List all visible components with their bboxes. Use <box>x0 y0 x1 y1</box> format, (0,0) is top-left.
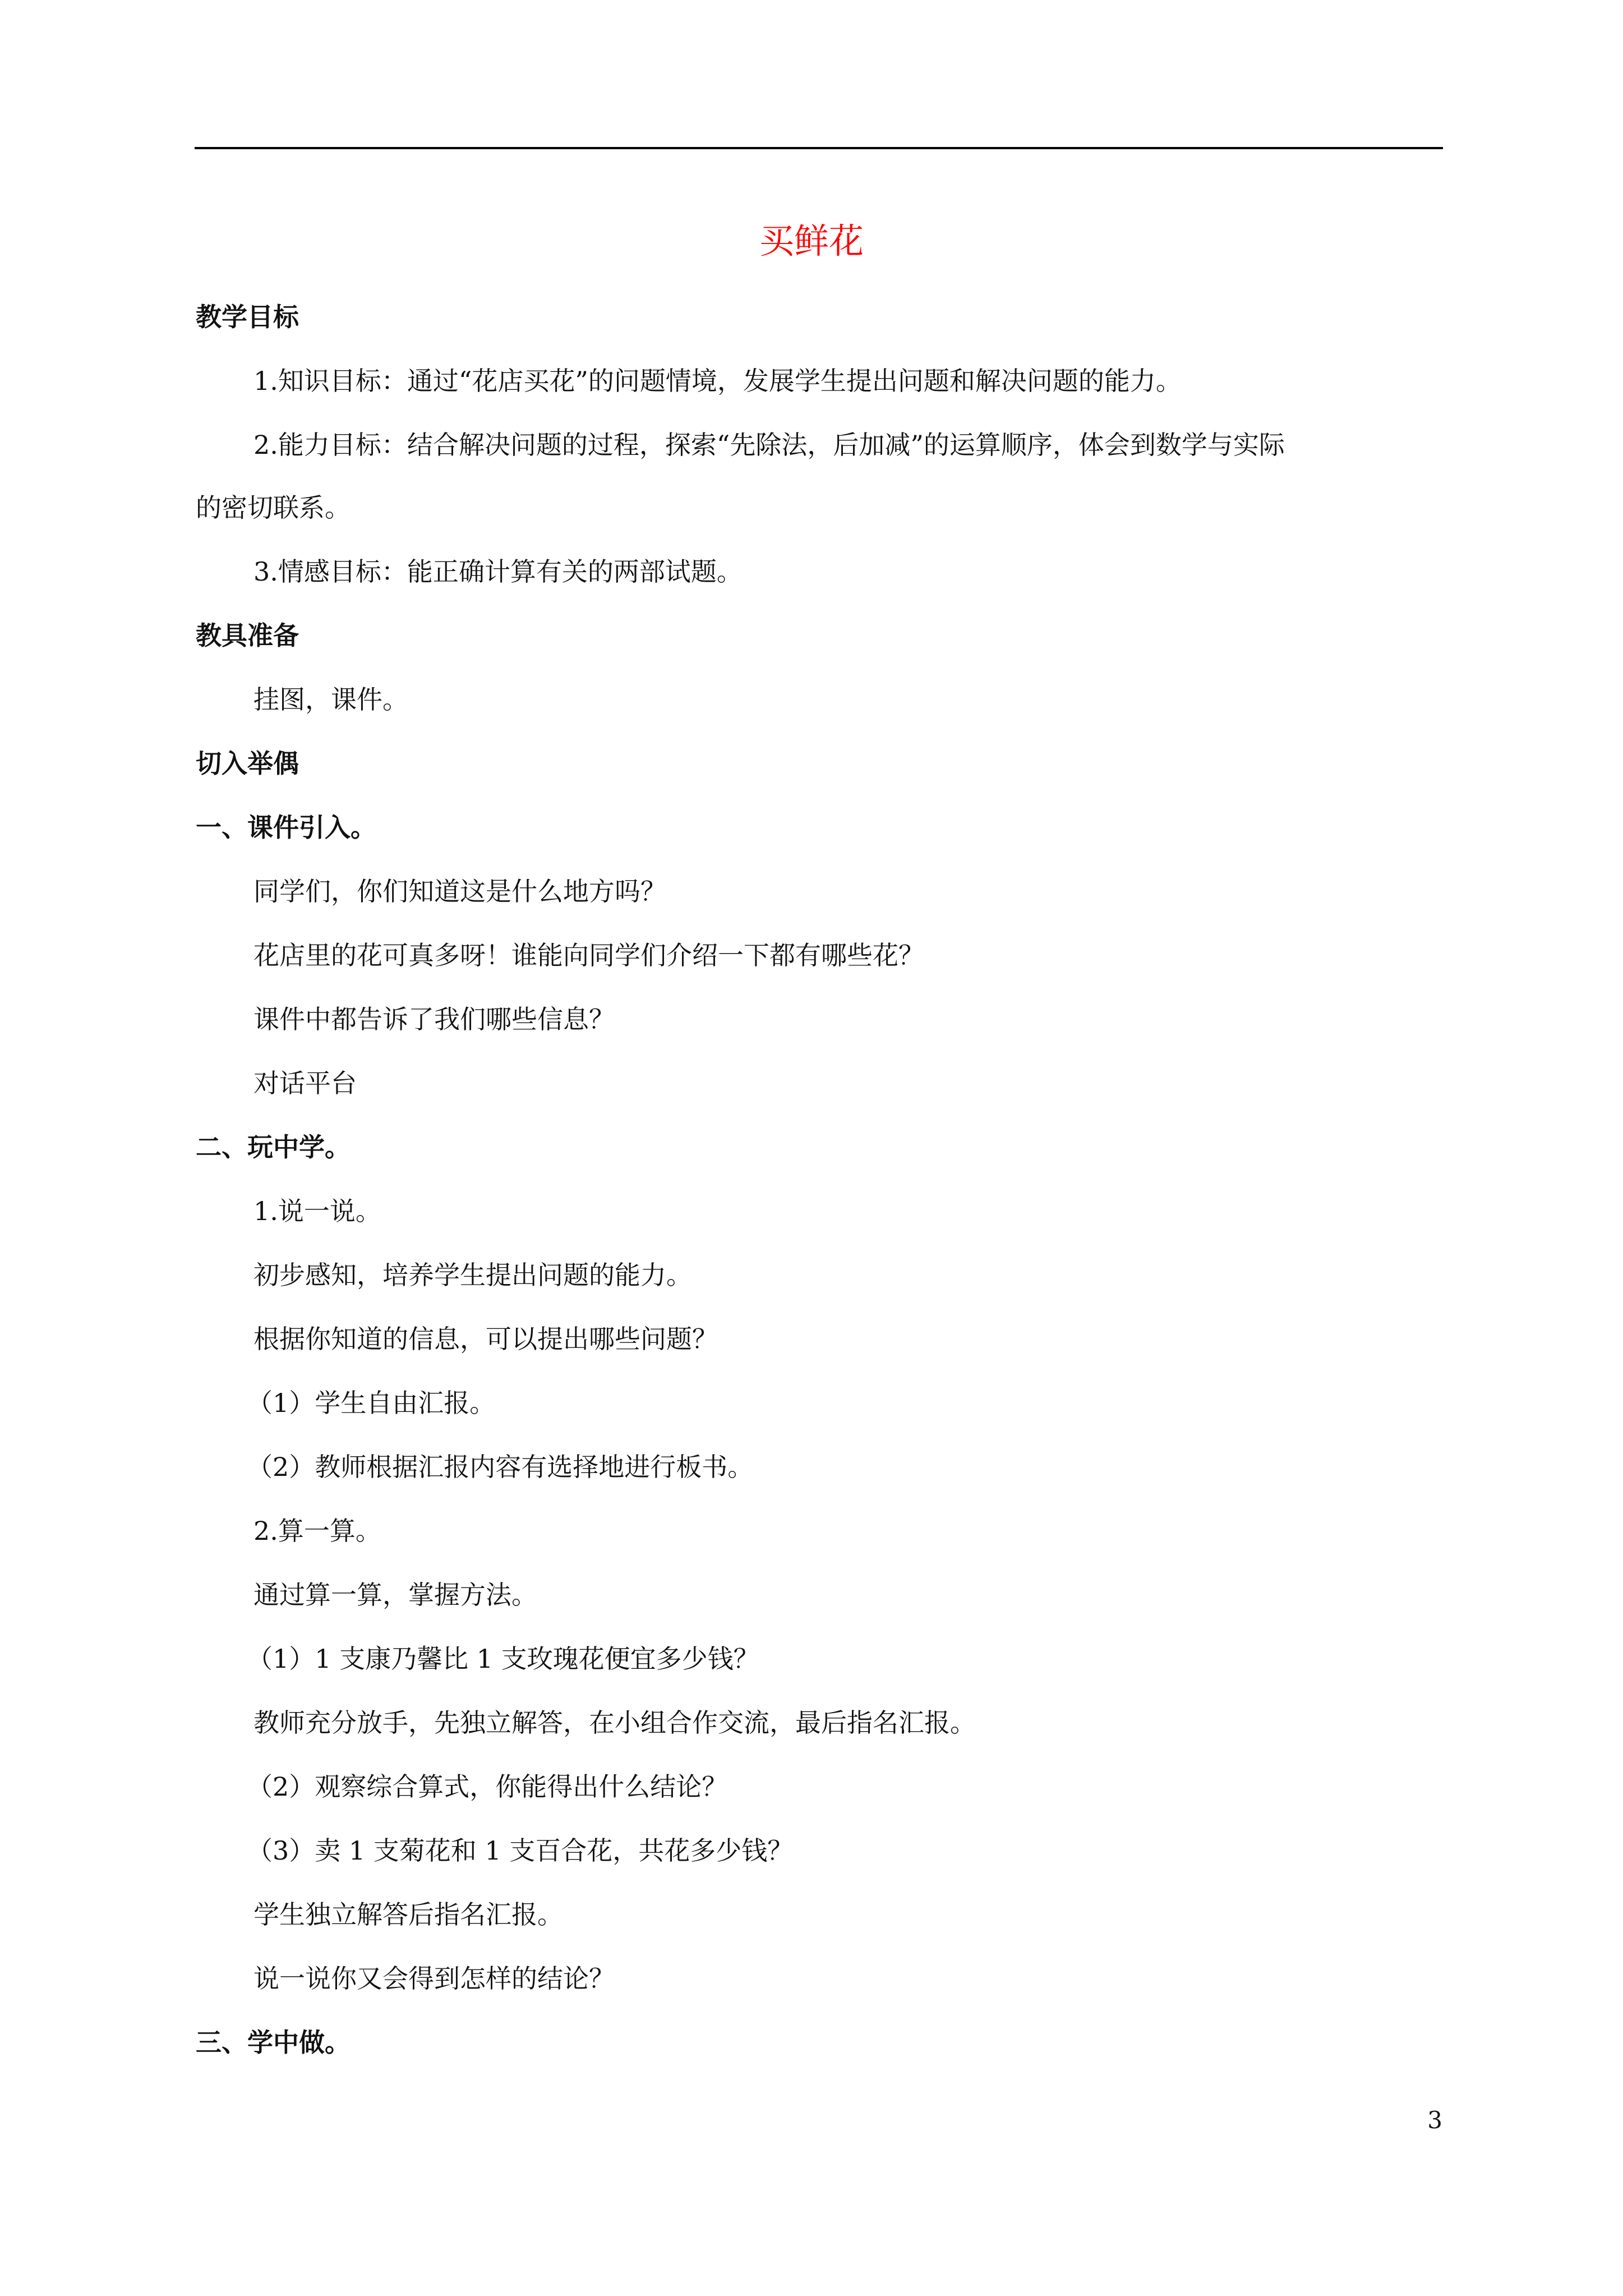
section-two-heading: 二、玩中学。 <box>196 1132 351 1162</box>
body-line: 通过算一算，掌握方法。 <box>253 1580 537 1610</box>
teaching-aids-text: 挂图，课件。 <box>253 684 408 715</box>
body-line: （2）教师根据汇报内容有选择地进行板书。 <box>247 1452 754 1482</box>
body-line: 1.说一说。 <box>253 1196 381 1226</box>
goal-knowledge: 1.知识目标：通过“花店买花”的问题情境，发展学生提出问题和解决问题的能力。 <box>253 366 1182 396</box>
section-three-heading: 三、学中做。 <box>196 2027 351 2058</box>
body-line: （2）观察综合算式，你能得出什么结论？ <box>247 1772 728 1802</box>
body-line: 花店里的花可真多呀！谁能向同学们介绍一下都有哪些花？ <box>253 940 924 970</box>
goal-ability: 2.能力目标：结合解决问题的过程，探索“先除法，后加减”的运算顺序，体会到数学与实际 <box>253 430 1285 460</box>
heading-lead-in: 切入举偶 <box>196 748 299 779</box>
body-line: （1）学生自由汇报。 <box>247 1388 496 1418</box>
body-line: 学生独立解答后指名汇报。 <box>253 1899 563 1930</box>
heading-teaching-goals: 教学目标 <box>196 302 299 332</box>
body-line: 初步感知，培养学生提出问题的能力。 <box>253 1260 692 1290</box>
body-line: 同学们，你们知道这是什么地方吗？ <box>253 876 666 907</box>
body-line: 根据你知道的信息，可以提出哪些问题？ <box>253 1324 718 1354</box>
body-line: （3）卖 1 支菊花和 1 支百合花，共花多少钱？ <box>247 1835 794 1866</box>
body-line: 对话平台 <box>253 1068 357 1098</box>
body-line: 教师充分放手，先独立解答，在小组合作交流，最后指名汇报。 <box>253 1708 976 1738</box>
section-one-heading: 一、课件引入。 <box>196 812 376 843</box>
goal-ability-continued: 的密切联系。 <box>196 493 351 523</box>
header-rule <box>195 147 1443 149</box>
heading-teaching-aids: 教具准备 <box>196 620 299 651</box>
body-line: （1）1 支康乃馨比 1 支玫瑰花便宜多少钱？ <box>247 1644 759 1674</box>
body-line: 2.算一算。 <box>253 1516 381 1546</box>
page-number: 3 <box>1427 2106 1442 2134</box>
body-line: 说一说你又会得到怎样的结论？ <box>253 1963 615 1994</box>
goal-emotion: 3.情感目标：能正确计算有关的两部试题。 <box>253 556 743 587</box>
body-line: 课件中都告诉了我们哪些信息？ <box>253 1004 615 1034</box>
document-title: 买鲜花 <box>759 220 864 261</box>
